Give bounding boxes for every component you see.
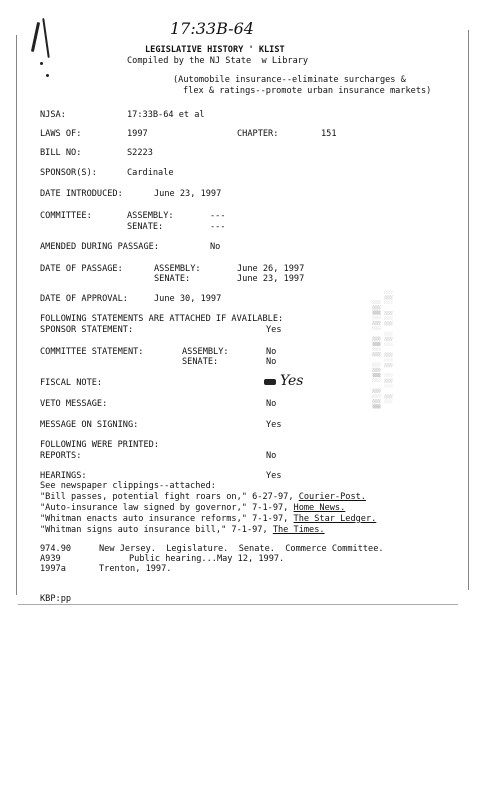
- fiscal-note-label: FISCAL NOTE:: [40, 378, 103, 388]
- sponsor-label: SPONSOR(S):: [40, 168, 97, 178]
- document-subtitle: Compiled by the NJ State w Library: [127, 56, 309, 66]
- clipping-source: The Times.: [272, 525, 325, 535]
- bill-no-value: S2223: [127, 148, 153, 158]
- clipping-item: [40, 492, 366, 502]
- reports-value: No: [266, 451, 277, 461]
- committee-statement-label: COMMITTEE STATEMENT:: [40, 347, 144, 357]
- committee-statement-senate-value: No: [266, 357, 277, 367]
- clippings-intro: See newspaper clippings--attached:: [40, 481, 216, 491]
- printed-heading: FOLLOWING WERE PRINTED:: [40, 440, 159, 450]
- committee-statement-assembly-value: No: [266, 347, 277, 357]
- committee-label: COMMITTEE:: [40, 211, 92, 221]
- scan-mark: [46, 74, 49, 77]
- left-border-line: [16, 35, 17, 595]
- catalog-call-number-3: 1997a: [40, 564, 66, 574]
- clipping-source: Courier-Post.: [298, 492, 366, 502]
- document-title: LEGISLATIVE HISTORY ' KLIST: [145, 45, 285, 55]
- clipping-title: "Whitman signs auto insurance bill," 7-1-97,: [40, 525, 273, 535]
- clipping-title: "Bill passes, potential fight roars on," 6-27-97,: [40, 492, 299, 502]
- date-of-approval-value: June 30, 1997: [154, 294, 222, 304]
- passage-assembly-label: ASSEMBLY:: [154, 264, 201, 274]
- committee-statement-assembly-label: ASSEMBLY:: [182, 347, 229, 357]
- scribble-mark: [264, 379, 276, 385]
- statements-heading: FOLLOWING STATEMENTS ARE ATTACHED IF AVAILABLE:: [40, 314, 284, 324]
- passage-senate-value: June 23, 1997: [237, 274, 305, 284]
- library-stamp: ░▒░ ▒░▒ ░▒░ ▒░▒ ░▒░ ▒░: [384, 290, 392, 405]
- catalog-call-number-2: A939: [40, 554, 61, 564]
- njsa-value: 17:33B-64 et al: [127, 110, 205, 120]
- clipping-source: Home News.: [293, 503, 346, 513]
- clipping-item: [40, 503, 345, 513]
- amended-value: No: [210, 242, 221, 252]
- scan-mark: [31, 22, 40, 52]
- committee-statement-senate-label: SENATE:: [182, 357, 219, 367]
- clipping-item: [40, 525, 325, 535]
- amended-label: AMENDED DURING PASSAGE:: [40, 242, 159, 252]
- date-of-passage-label: DATE OF PASSAGE:: [40, 264, 123, 274]
- sponsor-statement-label: SPONSOR STATEMENT:: [40, 325, 134, 335]
- scan-mark: [42, 18, 50, 58]
- reports-label: REPORTS:: [40, 451, 82, 461]
- message-on-signing-value: Yes: [266, 420, 282, 430]
- passage-assembly-value: June 26, 1997: [237, 264, 305, 274]
- chapter-value: 151: [321, 129, 337, 139]
- footer-initials: KBP:pp: [40, 594, 72, 604]
- committee-senate-label: SENATE:: [127, 222, 164, 232]
- bill-description-line1: (Automobile insurance--eliminate surcharges &: [173, 75, 406, 85]
- committee-assembly-value: ---: [210, 211, 226, 221]
- library-stamp: ░▒▓░▒░ ▒▓░▒ ░▒▓░ ▒░▒▓: [372, 300, 380, 410]
- clipping-title: "Whitman enacts auto insurance reforms," 7-1-97,: [40, 514, 294, 524]
- passage-senate-label: SENATE:: [154, 274, 191, 284]
- catalog-call-number-1: 974.90: [40, 544, 72, 554]
- date-introduced-label: DATE INTRODUCED:: [40, 189, 123, 199]
- committee-assembly-label: ASSEMBLY:: [127, 211, 174, 221]
- bill-description-line2: flex & ratings--promote urban insurance markets): [183, 86, 432, 96]
- scan-mark: [40, 62, 43, 65]
- laws-of-value: 1997: [127, 129, 148, 139]
- laws-of-label: LAWS OF:: [40, 129, 82, 139]
- hearings-value: Yes: [266, 471, 282, 481]
- njsa-label: NJSA:: [40, 110, 66, 120]
- clipping-source: The Star Ledger.: [293, 514, 377, 524]
- date-of-approval-label: DATE OF APPROVAL:: [40, 294, 128, 304]
- veto-message-label: VETO MESSAGE:: [40, 399, 108, 409]
- catalog-line-1: New Jersey. Legislature. Senate. Commerce Committee.: [99, 544, 384, 554]
- message-on-signing-label: MESSAGE ON SIGNING:: [40, 420, 139, 430]
- sponsor-statement-value: Yes: [266, 325, 282, 335]
- veto-message-value: No: [266, 399, 277, 409]
- catalog-line-2: Public hearing...May 12, 1997.: [129, 554, 285, 564]
- fiscal-note-value: Yes: [280, 373, 304, 389]
- chapter-label: CHAPTER:: [237, 129, 279, 139]
- right-border-line: [468, 30, 469, 590]
- bottom-border-line: [18, 604, 458, 605]
- clipping-title: "Auto-insurance law signed by governor," 7-1-97,: [40, 503, 294, 513]
- handwritten-call-number: 17:33B-64: [170, 19, 254, 38]
- hearings-label: HEARINGS:: [40, 471, 87, 481]
- committee-senate-value: ---: [210, 222, 226, 232]
- bill-no-label: BILL NO:: [40, 148, 82, 158]
- sponsor-value: Cardinale: [127, 168, 174, 178]
- clipping-item: [40, 514, 376, 524]
- catalog-line-3: Trenton, 1997.: [99, 564, 172, 574]
- date-introduced-value: June 23, 1997: [154, 189, 222, 199]
